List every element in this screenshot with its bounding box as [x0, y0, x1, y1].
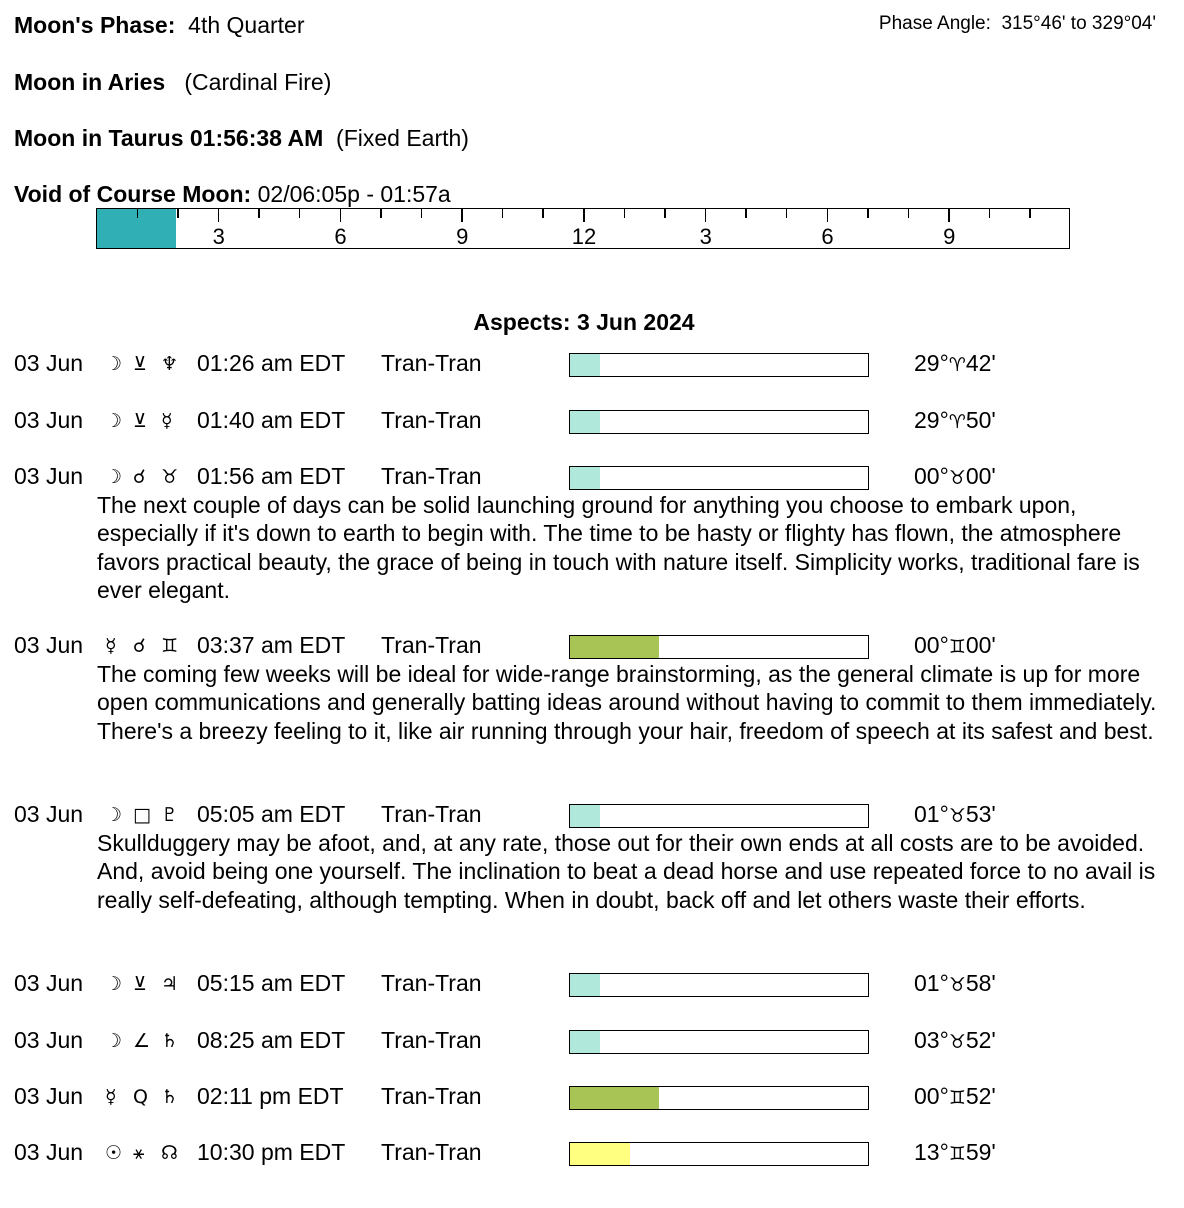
position-degrees: 29°	[914, 350, 949, 376]
timeline-tick	[340, 209, 342, 222]
aspect-strength-bar	[569, 410, 869, 434]
planet-1-icon: ☽	[105, 1030, 123, 1052]
timeline-tick	[299, 209, 301, 218]
planet-2-icon: ♊	[161, 635, 179, 657]
planet-1-icon: ☽	[105, 973, 123, 995]
timeline-tick	[177, 209, 179, 218]
aspect-icon: ⊻	[133, 973, 147, 995]
aspect-strength-fill	[570, 974, 600, 996]
aspect-time: 05:05 am EDT	[197, 801, 346, 827]
aspect-strength-bar	[569, 1142, 869, 1166]
aspect-description: The next couple of days can be solid launching ground for anything you choose to embark upon, especially if it's down to earth to begin with. The time to be hasty or flighty has flown, the atmosphere favors practical beauty, the grace of being in touch with nature itself. Simplicity works, traditional fare is ever elegant.	[97, 492, 1140, 603]
planet-2-icon: ♄	[161, 1086, 179, 1108]
aspect-date: 03 Jun	[14, 1139, 84, 1165]
timeline-tick	[421, 209, 423, 218]
aspect-date: 03 Jun	[14, 463, 84, 489]
moon-sign-2-label: Moon in Taurus 01:56:38 AM	[14, 125, 324, 151]
aspect-description: The coming few weeks will be ideal for wide-range brainstorming, as the general climate is up for more open communications and generally batting ideas around without having to commit to them immediately. There's a breezy feeling to it, like air running through your hair, freedom of speech at its safest and best.	[97, 661, 1157, 744]
position-degrees: 29°	[914, 407, 949, 433]
planet-2-icon: ♃	[161, 973, 179, 995]
aspects-title: Aspects: 3 Jun 2024	[473, 309, 695, 335]
moon-sign-1-element: (Cardinal Fire)	[184, 69, 332, 95]
timeline-tick	[461, 209, 463, 222]
timeline-tick	[786, 209, 788, 218]
aspect-date: 03 Jun	[14, 1083, 84, 1109]
timeline-tick	[218, 209, 220, 222]
aspect-icon: ☌	[133, 635, 146, 657]
position-degrees: 00°	[914, 632, 949, 658]
aspect-time: 05:15 am EDT	[197, 970, 346, 996]
aspect-description: Skullduggery may be afoot, and, at any rate, those out for their own ends at all costs are to be avoided. And, avoid being one yourself. The inclination to beat a dead horse and use repeated force to no avail is really self-defeating, although tempting. When in doubt, back off and let others waste their efforts.	[97, 830, 1156, 913]
timeline-tick	[258, 209, 260, 218]
aspect-strength-fill	[570, 1143, 630, 1165]
planet-1-icon: ☽	[105, 466, 123, 488]
aspect-strength-bar	[569, 804, 869, 828]
moon-sign-line-1	[14, 69, 331, 96]
aspect-strength-fill	[570, 411, 600, 433]
timeline-tick	[583, 209, 585, 222]
phase-angle-value: 315°46' to 329°04'	[1001, 13, 1156, 34]
aspect-strength-fill	[570, 354, 600, 376]
aspect-icon: ∠	[133, 1030, 151, 1052]
timeline-tick	[908, 209, 910, 218]
zodiac-sign-icon: ♈	[948, 411, 966, 433]
timeline-tick	[380, 209, 382, 218]
aspect-strength-fill	[570, 805, 600, 827]
aspect-kind: Tran-Tran	[381, 632, 482, 658]
planet-1-icon: ☉	[105, 1142, 123, 1164]
timeline-hour-label: 9	[943, 224, 956, 249]
position-degrees: 00°	[914, 1083, 949, 1109]
position-minutes: 00'	[965, 463, 996, 489]
zodiac-sign-icon: ♉	[948, 974, 966, 996]
position-minutes: 52'	[965, 1027, 996, 1053]
moon-sign-2-element: (Fixed Earth)	[336, 125, 469, 151]
timeline-hour-label: 6	[334, 224, 347, 249]
position-minutes: 52'	[965, 1083, 996, 1109]
moon-sign-1-label: Moon in Aries	[14, 69, 166, 95]
aspect-time: 02:11 pm EDT	[197, 1083, 344, 1109]
aspect-position	[914, 801, 996, 828]
planet-1-icon: ☽	[105, 353, 123, 375]
timeline-tick	[624, 209, 626, 218]
timeline-hour-label: 12	[571, 224, 597, 249]
void-of-course-line	[14, 181, 451, 208]
position-degrees: 13°	[914, 1139, 949, 1165]
zodiac-sign-icon: ♉	[948, 1031, 966, 1053]
aspect-time: 01:56 am EDT	[197, 463, 346, 489]
aspect-time: 03:37 am EDT	[197, 632, 346, 658]
planet-2-icon: ♉	[161, 466, 179, 488]
aspect-strength-bar	[569, 466, 869, 490]
voc-label: Void of Course Moon:	[14, 181, 252, 207]
position-minutes: 58'	[965, 970, 996, 996]
timeline-tick	[989, 209, 991, 218]
timeline-tick	[542, 209, 544, 218]
aspect-kind: Tran-Tran	[381, 970, 482, 996]
aspect-position	[914, 350, 996, 377]
moon-phase-label: Moon's Phase:	[14, 12, 176, 38]
zodiac-sign-icon: ♉	[948, 467, 966, 489]
aspect-position	[914, 463, 996, 490]
timeline-tick	[705, 209, 707, 222]
aspect-date: 03 Jun	[14, 350, 84, 376]
aspect-position	[914, 632, 996, 659]
aspect-kind: Tran-Tran	[381, 1083, 482, 1109]
aspect-strength-bar	[569, 353, 869, 377]
aspect-position	[914, 970, 996, 997]
aspect-date: 03 Jun	[14, 970, 84, 996]
planet-1-icon: ☽	[105, 804, 123, 826]
aspect-icon: Q	[133, 1086, 148, 1108]
moon-phase-line	[14, 12, 305, 39]
planet-1-icon: ☽	[105, 410, 123, 432]
aspect-time: 01:26 am EDT	[197, 350, 346, 376]
aspect-kind: Tran-Tran	[381, 801, 482, 827]
phase-angle-label: Phase Angle:	[878, 13, 991, 34]
position-minutes: 50'	[965, 407, 996, 433]
aspect-icon: ⚹	[133, 1142, 145, 1164]
timeline-hour-label: 3	[699, 224, 712, 249]
position-minutes: 59'	[965, 1139, 996, 1165]
planet-2-icon: ☊	[161, 1142, 178, 1164]
timeline-tick	[502, 209, 504, 218]
aspect-time: 10:30 pm EDT	[197, 1139, 346, 1165]
aspect-strength-bar	[569, 635, 869, 659]
moon-phase-value: 4th Quarter	[188, 12, 305, 38]
aspect-kind: Tran-Tran	[381, 463, 482, 489]
aspect-strength-bar	[569, 1086, 869, 1110]
zodiac-sign-icon: ♊	[948, 1143, 966, 1165]
aspect-strength-fill	[570, 1087, 659, 1109]
zodiac-sign-icon: ♈	[948, 354, 966, 376]
position-degrees: 03°	[914, 1027, 949, 1053]
aspect-position	[914, 1139, 996, 1166]
aspect-position	[914, 1083, 996, 1110]
zodiac-sign-icon: ♊	[948, 636, 966, 658]
planet-1-icon: ☿	[105, 1086, 117, 1108]
aspect-kind: Tran-Tran	[381, 407, 482, 433]
position-minutes: 00'	[965, 632, 996, 658]
timeline-tick	[745, 209, 747, 218]
position-degrees: 01°	[914, 970, 949, 996]
timeline-tick	[137, 209, 139, 218]
aspect-time: 08:25 am EDT	[197, 1027, 346, 1053]
timeline-tick	[827, 209, 829, 222]
aspect-kind: Tran-Tran	[381, 350, 482, 376]
aspect-strength-fill	[570, 467, 600, 489]
aspect-strength-fill	[570, 1031, 600, 1053]
aspect-date: 03 Jun	[14, 632, 84, 658]
aspect-icon: □	[133, 804, 151, 826]
planet-2-icon: ♇	[161, 804, 179, 826]
void-of-course-timeline	[96, 208, 1070, 249]
position-degrees: 00°	[914, 463, 949, 489]
aspect-date: 03 Jun	[14, 801, 84, 827]
moon-sign-line-2	[14, 125, 469, 152]
aspect-position	[914, 407, 996, 434]
position-minutes: 42'	[965, 350, 996, 376]
position-degrees: 01°	[914, 801, 949, 827]
timeline-tick	[664, 209, 666, 218]
timeline-tick	[948, 209, 950, 222]
aspect-icon: ☌	[133, 466, 146, 488]
zodiac-sign-icon: ♊	[948, 1087, 966, 1109]
timeline-hour-label: 3	[212, 224, 225, 249]
planet-2-icon: ♄	[161, 1030, 179, 1052]
aspect-date: 03 Jun	[14, 1027, 84, 1053]
aspect-icon: ⊻	[133, 410, 147, 432]
aspect-strength-bar	[569, 1030, 869, 1054]
aspect-position	[914, 1027, 996, 1054]
timeline-hour-label: 6	[821, 224, 834, 249]
aspect-icon: ⊻	[133, 353, 147, 375]
timeline-hour-label: 9	[456, 224, 469, 249]
timeline-tick	[867, 209, 869, 218]
aspect-time: 01:40 am EDT	[197, 407, 346, 433]
zodiac-sign-icon: ♉	[948, 805, 966, 827]
voc-value: 02/06:05p - 01:57a	[257, 181, 451, 207]
planet-2-icon: ☿	[161, 410, 173, 432]
phase-angle	[879, 13, 1156, 35]
planet-1-icon: ☿	[105, 635, 117, 657]
timeline-tick	[1029, 209, 1031, 218]
aspect-kind: Tran-Tran	[381, 1139, 482, 1165]
position-minutes: 53'	[965, 801, 996, 827]
aspect-strength-fill	[570, 636, 659, 658]
aspect-date: 03 Jun	[14, 407, 84, 433]
aspect-kind: Tran-Tran	[381, 1027, 482, 1053]
aspect-strength-bar	[569, 973, 869, 997]
planet-2-icon: ♆	[161, 353, 179, 375]
